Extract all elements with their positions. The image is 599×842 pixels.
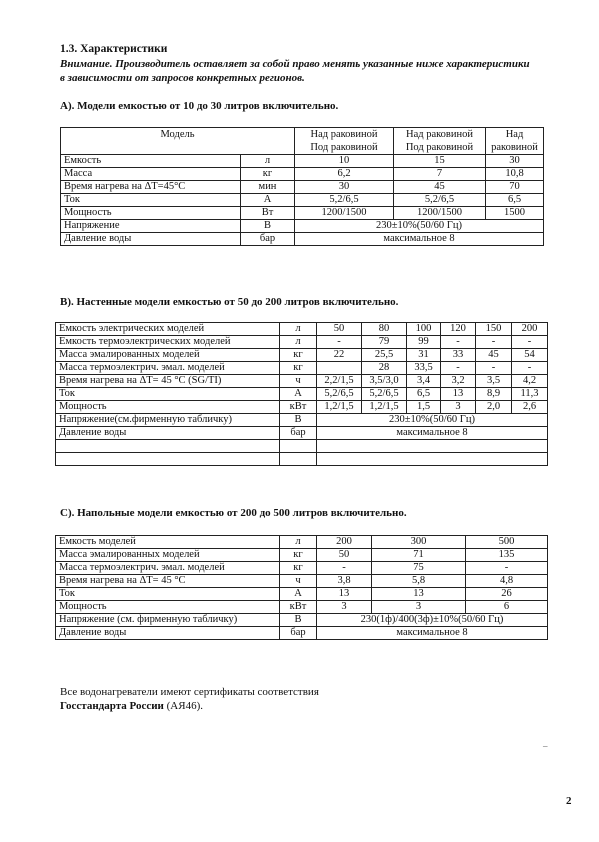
table-cell: кВт — [280, 401, 317, 414]
table-cell: Масса термоэлектрич. эмал. моделей — [56, 562, 280, 575]
table-cell: 6 — [466, 601, 548, 614]
section-a-table — [60, 127, 544, 246]
table-cell: 50 — [317, 549, 372, 562]
table-cell: - — [441, 362, 476, 375]
table-cell: 50 — [317, 323, 362, 336]
table-row — [56, 401, 548, 414]
table-cell: 13 — [441, 388, 476, 401]
table-header-row — [61, 128, 544, 155]
table-cell: 15 — [394, 155, 486, 168]
table-cell: бар — [280, 427, 317, 440]
table-cell — [317, 362, 362, 375]
table-cell: кг — [280, 549, 317, 562]
table-cell: 79 — [362, 336, 407, 349]
table-cell: максимальное 8 — [295, 233, 544, 246]
table-cell: 3,8 — [317, 575, 372, 588]
table-row — [61, 181, 544, 194]
table-cell: 2,0 — [476, 401, 512, 414]
table-cell: 80 — [362, 323, 407, 336]
table-cell: 6,5 — [486, 194, 544, 207]
section-heading: 1.3. Характеристики — [60, 43, 168, 55]
table-cell: 230±10%(50/60 Гц) — [295, 220, 544, 233]
table-row — [56, 588, 548, 601]
table-row — [61, 220, 544, 233]
table-cell: Масса эмалированных моделей — [56, 349, 280, 362]
table-cell: 1,5 — [407, 401, 441, 414]
table-cell — [56, 453, 280, 466]
table-cell: 99 — [407, 336, 441, 349]
table-cell: Емкость моделей — [56, 536, 280, 549]
table-cell: л — [241, 155, 295, 168]
table-cell: 13 — [372, 588, 466, 601]
table-cell: Масса — [61, 168, 241, 181]
table-cell: Время нагрева на ΔТ=45°С — [61, 181, 241, 194]
table-cell: 26 — [466, 588, 548, 601]
header-model: Модель — [61, 128, 295, 155]
table-cell: Давление воды — [56, 427, 280, 440]
table-cell: максимальное 8 — [317, 627, 548, 640]
section-c-title: С). Напольные модели емкостью от 200 до 500 литров включительно. — [60, 507, 407, 519]
table-cell: 45 — [476, 349, 512, 362]
table-cell: Напряжение — [61, 220, 241, 233]
table-row — [56, 362, 548, 375]
table-cell: 31 — [407, 349, 441, 362]
table-cell: Ток — [56, 588, 280, 601]
table-cell: Вт — [241, 207, 295, 220]
warning-line1: Производитель оставляет за собой право менять указанные ниже характеристики — [112, 58, 530, 70]
table-cell: 5,8 — [372, 575, 466, 588]
table-row — [56, 427, 548, 440]
table-cell: Время нагрева на ΔТ= 45 °С — [56, 575, 280, 588]
warning-prefix: Внимание. — [60, 58, 113, 70]
table-row — [61, 155, 544, 168]
table-cell: В — [280, 414, 317, 427]
table-cell: 3,2 — [441, 375, 476, 388]
table-cell: - — [466, 562, 548, 575]
table-cell: 2,6 — [512, 401, 548, 414]
header-col3: Над раковиной — [486, 128, 544, 155]
footer-rest: (АЯ46). — [163, 700, 203, 712]
footer-bold: Госстандарта России — [60, 700, 164, 712]
table-cell: Мощность — [56, 401, 280, 414]
table-row — [56, 575, 548, 588]
table-row — [56, 323, 548, 336]
table-cell: 4,8 — [466, 575, 548, 588]
table-cell: 75 — [372, 562, 466, 575]
table-cell: кг — [280, 362, 317, 375]
table-cell: 1200/1500 — [394, 207, 486, 220]
table-row — [61, 168, 544, 181]
table-cell: Емкость электрических моделей — [56, 323, 280, 336]
table-cell: Время нагрева на ΔТ= 45 °С (SG/TI) — [56, 375, 280, 388]
table-cell: 3,5/3,0 — [362, 375, 407, 388]
table-cell: - — [512, 336, 548, 349]
table-cell: кВт — [280, 601, 317, 614]
table-cell: 10,8 — [486, 168, 544, 181]
table-cell: Ток — [56, 388, 280, 401]
table-cell: кг — [280, 562, 317, 575]
table-row — [56, 414, 548, 427]
table-row-empty — [56, 440, 548, 453]
table-row — [61, 233, 544, 246]
table-cell: Масса эмалированных моделей — [56, 549, 280, 562]
table-cell: Ток — [61, 194, 241, 207]
page-number: 2 — [566, 795, 572, 807]
table-cell — [280, 440, 317, 453]
table-cell: Давление воды — [61, 233, 241, 246]
table-cell: - — [317, 336, 362, 349]
header-col1: Над раковиной Под раковиной — [295, 128, 394, 155]
table-cell: А — [280, 388, 317, 401]
table-row — [56, 601, 548, 614]
footer-line1: Все водонагреватели имеют сертификаты соответствия — [60, 686, 319, 698]
table-cell: Мощность — [56, 601, 280, 614]
table-cell: 3 — [372, 601, 466, 614]
table-cell: 1,2/1,5 — [362, 401, 407, 414]
table-cell: Масса термоэлектрич. эмал. моделей — [56, 362, 280, 375]
table-cell: 200 — [317, 536, 372, 549]
table-cell: 28 — [362, 362, 407, 375]
table-row — [56, 614, 548, 627]
table-cell: 33,5 — [407, 362, 441, 375]
table-cell: 100 — [407, 323, 441, 336]
table-cell: 3 — [317, 601, 372, 614]
table-cell: Напряжение (см. фирменную табличку) — [56, 614, 280, 627]
table-row — [56, 336, 548, 349]
table-cell: 5,2/6,5 — [394, 194, 486, 207]
table-cell: - — [317, 562, 372, 575]
table-cell: 2,2/1,5 — [317, 375, 362, 388]
section-c-table — [55, 535, 548, 640]
table-row — [61, 194, 544, 207]
table-row — [61, 207, 544, 220]
table-cell: 3,5 — [476, 375, 512, 388]
table-cell — [317, 453, 548, 466]
table-cell: - — [476, 362, 512, 375]
table-cell: кг — [280, 349, 317, 362]
warning-note — [60, 57, 530, 85]
table-cell: 1,2/1,5 — [317, 401, 362, 414]
table-cell: бар — [280, 627, 317, 640]
header-col2: Над раковиной Под раковиной — [394, 128, 486, 155]
table-cell: А — [280, 588, 317, 601]
table-cell: 70 — [486, 181, 544, 194]
table-cell: бар — [241, 233, 295, 246]
table-cell: кг — [241, 168, 295, 181]
table-cell: 300 — [372, 536, 466, 549]
table-cell: 3,4 — [407, 375, 441, 388]
table-cell: 7 — [394, 168, 486, 181]
section-a-title: А). Модели емкостью от 10 до 30 литров включительно. — [60, 100, 339, 112]
table-row — [56, 349, 548, 362]
table-cell — [317, 440, 548, 453]
table-cell: 10 — [295, 155, 394, 168]
table-cell: 120 — [441, 323, 476, 336]
table-cell: 6,5 — [407, 388, 441, 401]
table-cell: - — [441, 336, 476, 349]
table-cell: 3 — [441, 401, 476, 414]
table-cell: 230±10%(50/60 Гц) — [317, 414, 548, 427]
table-cell: ч — [280, 575, 317, 588]
table-cell: 1200/1500 — [295, 207, 394, 220]
table-cell: 30 — [486, 155, 544, 168]
table-cell: 5,2/6,5 — [295, 194, 394, 207]
table-cell: 5,2/6,5 — [362, 388, 407, 401]
warning-line2: в зависимости от запросов конкретных регионов. — [60, 72, 305, 84]
table-cell: 45 — [394, 181, 486, 194]
table-cell: 4,2 — [512, 375, 548, 388]
table-cell — [280, 453, 317, 466]
table-cell: 30 — [295, 181, 394, 194]
table-cell: мин — [241, 181, 295, 194]
table-cell: 8,9 — [476, 388, 512, 401]
table-cell: - — [476, 336, 512, 349]
table-cell: Емкость термоэлектрических моделей — [56, 336, 280, 349]
table-row — [56, 562, 548, 575]
table-cell: 25,5 — [362, 349, 407, 362]
table-cell: 11,3 — [512, 388, 548, 401]
table-cell: л — [280, 536, 317, 549]
table-cell: максимальное 8 — [317, 427, 548, 440]
table-cell: л — [280, 336, 317, 349]
table-cell: 6,2 — [295, 168, 394, 181]
table-cell: 135 — [466, 549, 548, 562]
table-cell: 22 — [317, 349, 362, 362]
table-row — [56, 375, 548, 388]
table-cell: 1500 — [486, 207, 544, 220]
table-row-empty — [56, 453, 548, 466]
table-cell: 54 — [512, 349, 548, 362]
table-cell: В — [241, 220, 295, 233]
table-cell: 230(1ф)/400(3ф)±10%(50/60 Гц) — [317, 614, 548, 627]
table-cell: Мощность — [61, 207, 241, 220]
table-cell: 71 — [372, 549, 466, 562]
table-row — [56, 549, 548, 562]
table-cell: л — [280, 323, 317, 336]
certification-note — [60, 685, 319, 713]
section-b-title: В). Настенные модели емкостью от 50 до 200 литров включительно. — [60, 296, 399, 308]
table-cell: В — [280, 614, 317, 627]
table-row — [56, 627, 548, 640]
table-cell: - — [512, 362, 548, 375]
table-cell: 500 — [466, 536, 548, 549]
table-cell — [56, 440, 280, 453]
table-cell: 13 — [317, 588, 372, 601]
table-cell: А — [241, 194, 295, 207]
table-cell: Емкость — [61, 155, 241, 168]
table-cell: Напряжение(см.фирменную табличку) — [56, 414, 280, 427]
table-cell: 5,2/6,5 — [317, 388, 362, 401]
section-b-table — [55, 322, 548, 466]
table-cell: ч — [280, 375, 317, 388]
table-cell: 200 — [512, 323, 548, 336]
table-cell: Давление воды — [56, 627, 280, 640]
table-row — [56, 388, 548, 401]
table-cell: 33 — [441, 349, 476, 362]
dash-mark: – — [543, 741, 548, 751]
table-cell: 150 — [476, 323, 512, 336]
table-row — [56, 536, 548, 549]
